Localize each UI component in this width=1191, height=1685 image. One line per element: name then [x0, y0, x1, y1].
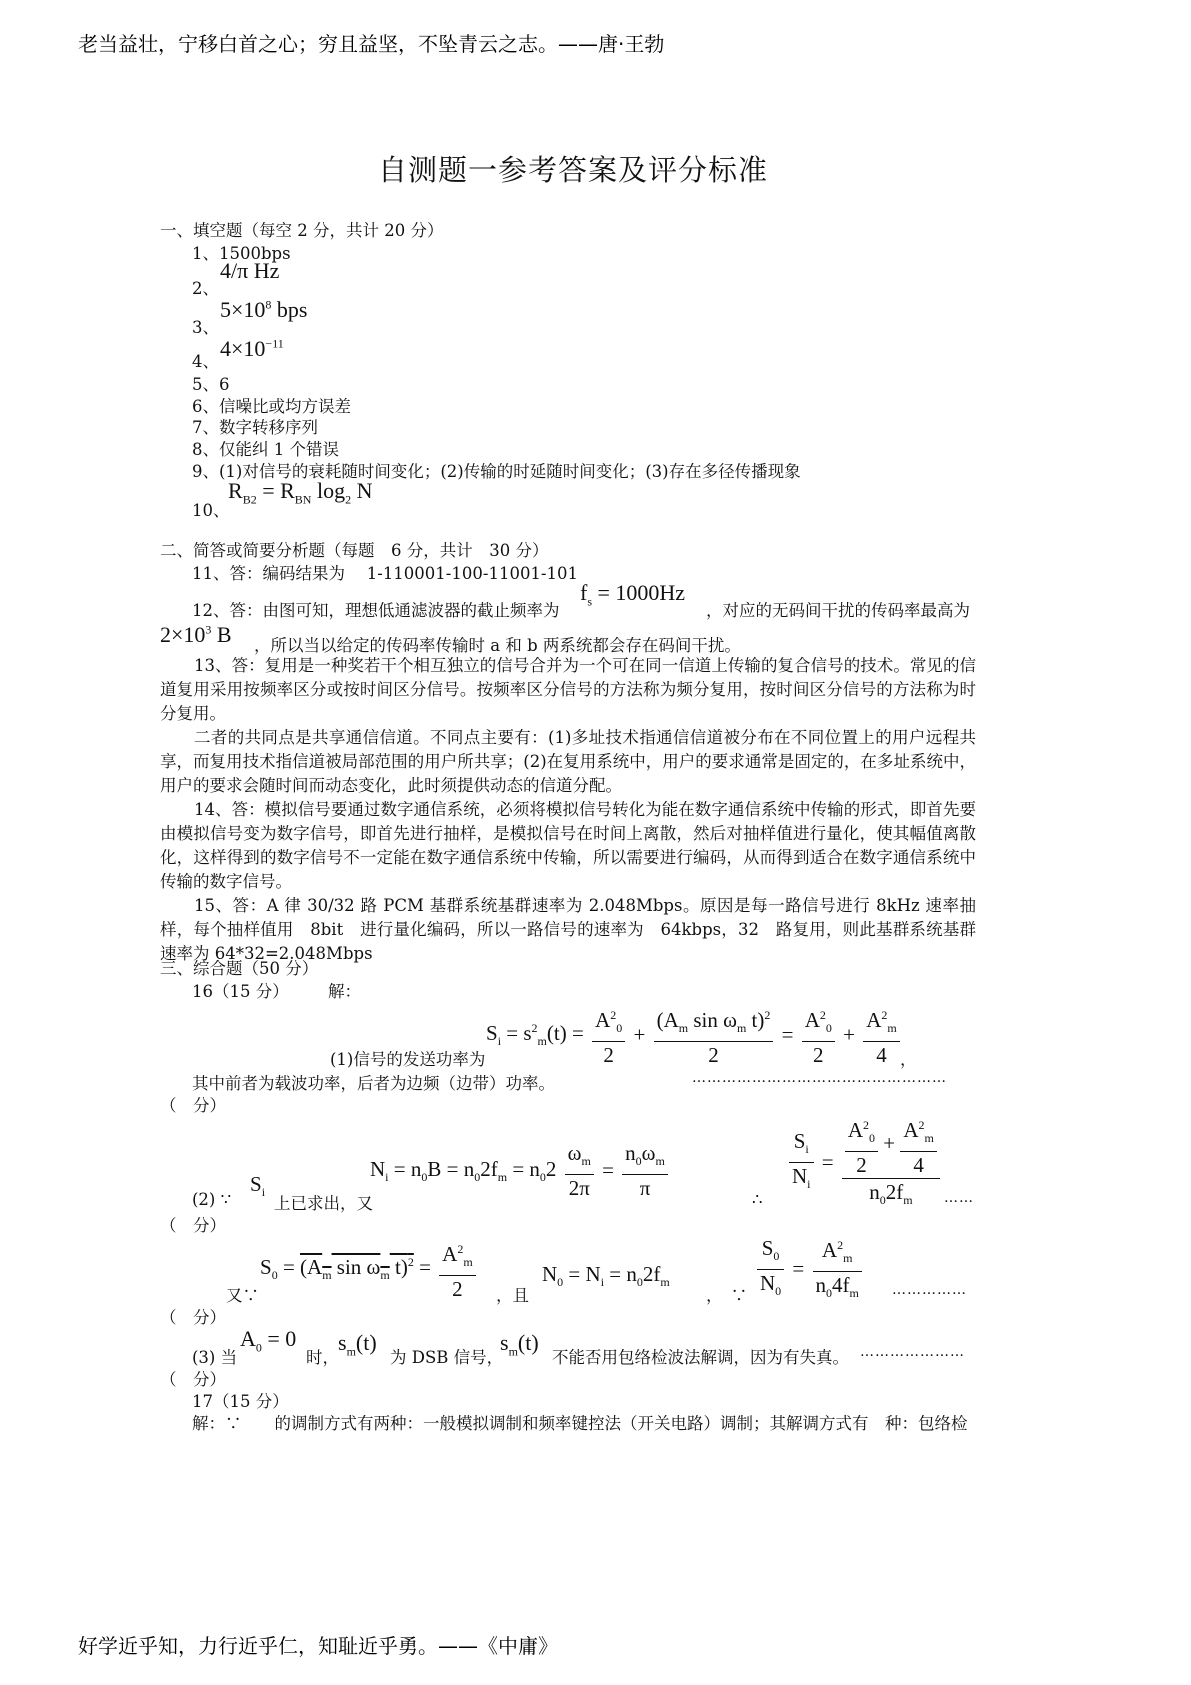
answer-12-rate-unit: B [211, 622, 232, 647]
answer-12-f-sub: s [587, 594, 592, 609]
question-16: 16（15 分） [192, 982, 289, 1001]
part4-t: (t) [355, 1330, 377, 1355]
part3-snr-formula: $\frac{S_0}{N_0}$ = $\frac{A^2_m}{n_04f_m}$ [754, 1232, 865, 1306]
part2-therefore: ∴ [752, 1190, 763, 1209]
part2-noise-formula: $N_i = n_0B = n_02f_m = n_02$ $\frac{\omega_m}{2\pi}$ = $\frac{n_0\omega_m}{\pi}$ [370, 1140, 671, 1201]
part4-dsb: 为 DSB 信号， [390, 1348, 504, 1367]
answer-10-number: 10、 [192, 501, 230, 520]
answer-8: 8、仅能纠 1 个错误 [192, 440, 339, 459]
answer-2-number: 2、 [192, 279, 219, 298]
answer-10-sub-bn: BN [294, 492, 312, 507]
part2-snr-formula: $\frac{S_i}{N_i}$ = $\frac{A^2_0}{2}$ + $\frac{A^2_m}{4}$ $n_02f_m$ [786, 1112, 943, 1213]
answer-12-prefix: 12、答：由图可知，理想低通滤波器的截止频率为 [192, 601, 560, 620]
part1-note: 其中前者为载波功率，后者为边频（边带）功率。 [192, 1074, 555, 1093]
answer-12-cutoff-formula [580, 580, 685, 609]
part2-label: (2) ∵ [192, 1190, 232, 1209]
part4-s: s [338, 1330, 347, 1355]
part4-dots: ………………… [860, 1344, 965, 1360]
answer-12-tail: ，所以当以给定的传码率传输时 a 和 b 两系统都会存在码间干扰。 [254, 636, 741, 655]
answer-4-base: 4×10 [220, 336, 266, 361]
question-16-solution-label: 解： [328, 982, 361, 1001]
answer-12-rate-formula [160, 622, 232, 648]
part1-comma: ， [900, 1050, 917, 1069]
answer-10-sub-b2: B2 [242, 492, 257, 507]
part4-a0-sub: 0 [255, 1340, 262, 1355]
answer-1: 1、1500bps [192, 244, 291, 263]
part3-noise-formula: $N_0 = N_i = n_02f_m$ [542, 1262, 670, 1290]
question-17: 17（15 分） [192, 1392, 289, 1411]
part4-a0: A [240, 1326, 256, 1351]
part3-and: ，且 [496, 1286, 529, 1305]
part1-score: （ 分） [160, 1096, 226, 1115]
answer-12-rate-base: 2×10 [160, 622, 206, 647]
part2-dots: …… [944, 1190, 974, 1206]
part4-a0-formula [240, 1326, 296, 1355]
part4-a0-value: = 0 [261, 1326, 297, 1351]
part2-score: （ 分） [160, 1216, 226, 1235]
answer-12-f: f [580, 580, 588, 605]
part3-because: ， ∵ [706, 1286, 748, 1305]
part3-output-signal-formula: $S_0 = (A_m$ $\sin \omega_m$ t)$^2$ = $\frac{A^2_m}{2}$ [260, 1236, 479, 1302]
part4-sm-formula-2 [500, 1330, 539, 1359]
answer-14: 14、答：模拟信号要通过数字通信系统，必须将模拟信号转化为能在数字通信系统中传输的形式，即首先要由模拟信号变为数字信号，即首先进行抽样，是模拟信号在时间上离散，然后对抽样值进行量化，使其幅值离散化，这样得到的数字信号不一定能在数字通信系统中传输，所以需要进行编码，从而得到适合在数字通信系统中传输的数字信号。 [160, 800, 976, 891]
answer-10-eq: = R [256, 478, 295, 503]
part1-power-formula: $S_i = s^2_m(t)$ = $\frac{A^2_0}{2}$ + $\frac{(A_m \sin \omega_m t)^2}{2}$ = $\frac{A^2_0}{2}$ + $\frac{A^2_m}{4}$ [486, 1002, 903, 1068]
part3-label: 又∵ [226, 1286, 259, 1305]
answer-12-rate-exponent: 3 [205, 622, 212, 637]
answer-13 [160, 654, 976, 966]
answer-13-paragraph-1: 13、答：复用是一种奖若干个相互独立的信号合并为一个可在同一信道上传输的复合信号的技术。常见的信道复用采用按频率区分或按时间区分信号。按频率区分信号的方法称为频分复用，按时间区分信号的方法称为时分复用。 [160, 656, 976, 723]
footer-quote: 好学近乎知，力行近乎仁，知耻近乎勇。——《中庸》 [78, 1634, 558, 1658]
part4-tail: 不能否用包络检波法解调，因为有失真。 [552, 1348, 849, 1367]
part4-shi: 时， [306, 1348, 339, 1367]
answer-4-number: 4、 [192, 352, 219, 371]
answer-2-formula: 4/π Hz [220, 258, 280, 283]
answer-10-sub-2: 2 [345, 492, 352, 507]
section1-heading: 一、填空题（每空 2 分，共计 20 分） [160, 221, 444, 240]
part3-dots: …………… [892, 1282, 967, 1298]
answer-11: 11、答：编码结果为 1-110001-100-11001-101 [192, 564, 579, 583]
answer-3-unit: bps [271, 297, 308, 322]
part3-score: （ 分） [160, 1308, 226, 1327]
answer-10-log: log [311, 478, 346, 503]
header-quote: 老当益壮，宁移白首之心；穷且益坚，不坠青云之志。——唐·王勃 [78, 32, 665, 56]
section2-heading: 二、简答或简要分析题（每题 6 分，共计 30 分） [160, 541, 549, 560]
section3-heading: 三、综合题（50 分） [160, 959, 319, 978]
answer-13-paragraph-2: 二者的共同点是共享通信信道。不同点主要有：(1)多址技术指通信信道被分布在不同位置上的用户远程共享，而复用技术指信道被局部范围的用户所共享；(2)在复用系统中，用户的要求通常是固定的，在多址系统中，用户的要求会随时间而动态变化，此时须提供动态的信道分配。 [160, 728, 976, 795]
answer-3-formula [220, 297, 307, 323]
part2-si: $S_i$ [250, 1172, 266, 1200]
answer-10-formula [228, 478, 372, 507]
part4-score: （ 分） [160, 1370, 226, 1389]
answer-9: 9、(1)对信号的衰耗随时间变化；(2)传输的时延随时间变化；(3)存在多径传播现象 [192, 462, 801, 481]
answer-5: 5、6 [192, 375, 230, 394]
answer-15: 15、答：A 律 30/32 路 PCM 基群系统基群速率为 2.048Mbps。原因是每一路信号进行 8kHz 速率抽样，每个抽样值用 8bit 进行量化编码，所以一路信号的速率为 64kbps，32 路复用，则此基群系统基群速率为 64*32=2.048Mbps [160, 896, 976, 963]
part4-t-2: (t) [517, 1330, 539, 1355]
answer-10-r1: R [228, 478, 243, 503]
answer-4-formula [220, 336, 284, 362]
part4-label: (3) 当 [192, 1348, 238, 1367]
answer-12-f-value: = 1000Hz [592, 580, 686, 605]
answer-3-number: 3、 [192, 318, 219, 337]
part4-s-sub-2: m [508, 1344, 518, 1359]
answer-3-base: 5×10 [220, 297, 266, 322]
answer-10-n: N [351, 478, 373, 503]
part1-dots: …………………………………………… [692, 1070, 947, 1086]
part4-s-sub: m [346, 1344, 356, 1359]
answer-12-middle: ，对应的无码间干扰的传码率最高为 [706, 601, 970, 620]
page-title: 自测题一参考答案及评分标准 [378, 153, 769, 187]
answer-7: 7、数字转移序列 [192, 418, 318, 437]
answer-4-exponent: −11 [265, 336, 284, 351]
question-17-line: 解：∵ 的调制方式有两种：一般模拟调制和频率键控法（开关电路）调制；其解调方式有 种：包络检 [192, 1414, 968, 1433]
answer-3-exponent: 8 [265, 297, 272, 312]
part4-s-2: s [500, 1330, 509, 1355]
part4-sm-formula [338, 1330, 377, 1359]
part2-middle: 上已求出，又 [274, 1194, 373, 1213]
part1-label: (1)信号的发送功率为 [330, 1050, 486, 1069]
answer-6: 6、信噪比或均方误差 [192, 397, 351, 416]
